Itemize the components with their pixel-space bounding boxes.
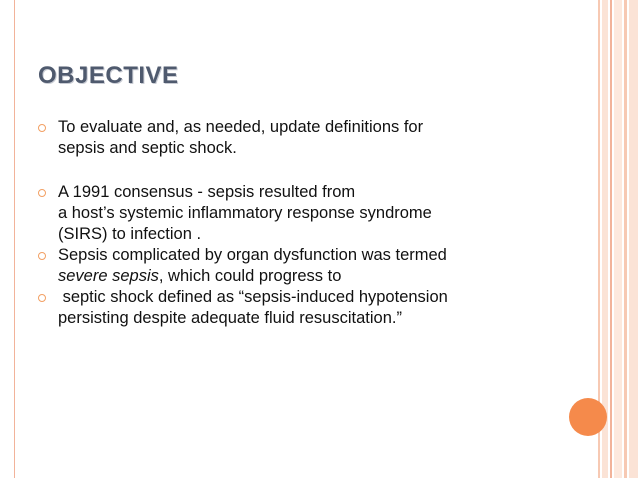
bullet-text-line: (SIRS) to infection . xyxy=(58,225,202,243)
bullet-text-line: a host’s systemic inflammatory response syndrome xyxy=(58,204,432,222)
bullet-text-line xyxy=(58,266,558,287)
italic-term: severe sepsis xyxy=(58,267,159,285)
bullet-text-line: Sepsis complicated by organ dysfunction was termed xyxy=(58,246,447,264)
slide-title: OBJECTIVE xyxy=(38,62,179,89)
bullet-ring-icon xyxy=(38,294,46,302)
bullet-text-line: septic shock defined as “sepsis-induced hypotension xyxy=(58,288,448,306)
bullet-list xyxy=(38,117,558,329)
bullet-item xyxy=(38,182,558,245)
bullet-item xyxy=(38,245,558,287)
bullet-ring-icon xyxy=(38,252,46,260)
bullet-item xyxy=(38,117,558,159)
bullet-ring-icon xyxy=(38,124,46,132)
bullet-ring-icon xyxy=(38,189,46,197)
bullet-item xyxy=(38,287,558,329)
bullet-text-line: A 1991 consensus - sepsis resulted from xyxy=(58,183,356,201)
orange-circle-decoration xyxy=(569,398,607,436)
bullet-text-line: To evaluate and, as needed, update definitions for xyxy=(58,118,424,136)
bullet-text-line: persisting despite adequate fluid resuscitation.” xyxy=(58,309,402,327)
bullet-text-line: sepsis and septic shock. xyxy=(58,139,237,157)
bullet-text-rest: , which could progress to xyxy=(158,267,342,285)
left-border-line xyxy=(14,0,15,478)
